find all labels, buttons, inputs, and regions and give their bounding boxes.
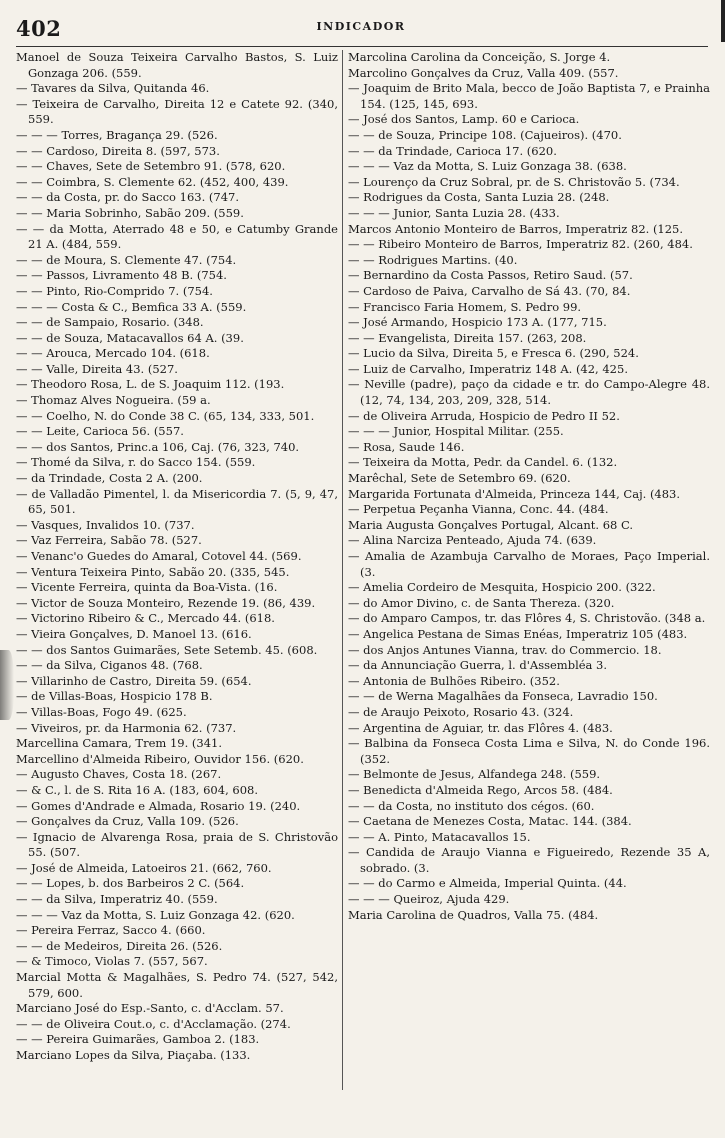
directory-entry: — — Leite, Carioca 56. (557. bbox=[16, 424, 184, 439]
directory-entry: — Vicente Ferreira, quinta da Boa-Vista. (16. bbox=[16, 580, 278, 595]
directory-entry: — Antonia de Bulhões Ribeiro. (352. bbox=[348, 673, 560, 688]
directory-entry: — Perpetua Peçanha Vianna, Conc. 44. (484. bbox=[348, 502, 609, 517]
directory-entry: — Gomes d'Andrade e Almada, Rosario 19. (240. bbox=[16, 798, 301, 813]
directory-entry: — Lourenço da Cruz Sobral, pr. de S. Christovão 5. (734. bbox=[348, 174, 680, 189]
directory-entry: — — Ribeiro Monteiro de Barros, Imperatriz 82. (260, 484. bbox=[348, 237, 693, 252]
directory-entry: — — Lopes, b. dos Barbeiros 2 C. (564. bbox=[16, 876, 245, 891]
left-column bbox=[16, 50, 338, 1125]
directory-entry: — — Pereira Guimarães, Gamboa 2. (183. bbox=[16, 1032, 260, 1047]
directory-entry: — Benedicta d'Almeida Rego, Arcos 58. (484. bbox=[348, 782, 613, 797]
directory-entry: — — Passos, Livramento 48 B. (754. bbox=[16, 268, 227, 283]
directory-entry: — Victorino Ribeiro & C., Mercado 44. (618. bbox=[16, 611, 275, 626]
directory-entry: — — — Torres, Bragança 29. (526. bbox=[16, 127, 218, 142]
directory-entry: — da Annunciação Guerra, l. d'Assembléa 3. bbox=[348, 658, 608, 673]
directory-entry: — Rosa, Saude 146. bbox=[348, 439, 465, 454]
directory-entry: Marciano José do Esp.-Santo, c. d'Acclam. 57. bbox=[16, 1001, 284, 1016]
directory-entry: — — da Silva, Imperatriz 40. (559. bbox=[16, 892, 218, 907]
directory-entry: — — dos Santos, Princ.a 106, Caj. (76, 323, 740. bbox=[16, 439, 300, 454]
directory-entry: — Thomaz Alves Nogueira. (59 a. bbox=[16, 393, 211, 408]
directory-entry: — — Valle, Direita 43. (527. bbox=[16, 361, 178, 376]
directory-entry: — da Trindade, Costa 2 A. (200. bbox=[16, 471, 203, 486]
directory-entry: — — Coelho, N. do Conde 38 C. (65, 134, 333, 501. bbox=[16, 408, 315, 423]
directory-entry: Maria Augusta Gonçalves Portugal, Alcant. 68 C. bbox=[348, 517, 634, 532]
directory-entry: — Thomé da Silva, r. do Sacco 154. (559. bbox=[16, 455, 256, 470]
directory-entry: — — dos Santos Guimarães, Sete Setemb. 45. (608. bbox=[16, 642, 318, 657]
directory-entry: — Pereira Ferraz, Sacco 4. (660. bbox=[16, 923, 206, 938]
directory-entry: — José Armando, Hospicio 173 A. (177, 715. bbox=[348, 315, 607, 330]
directory-entry: — — da Trindade, Carioca 17. (620. bbox=[348, 143, 557, 158]
directory-entry: — — de Werna Magalhães da Fonseca, Lavradio 150. bbox=[348, 689, 658, 704]
directory-entry: — Theodoro Rosa, L. de S. Joaquim 112. (193. bbox=[16, 377, 285, 392]
directory-entry: — — da Costa, pr. do Sacco 163. (747. bbox=[16, 190, 239, 205]
directory-entry: — José de Almeida, Latoeiros 21. (662, 760. bbox=[16, 860, 272, 875]
directory-entry: — Tavares da Silva, Quitanda 46. bbox=[16, 81, 210, 96]
directory-entry: — Viveiros, pr. da Harmonia 62. (737. bbox=[16, 720, 237, 735]
directory-entry: — Luiz de Carvalho, Imperatriz 148 A. (42, 425. bbox=[348, 361, 628, 376]
page-edge-mark bbox=[721, 0, 725, 42]
directory-entry: — Francisco Faria Homem, S. Pedro 99. bbox=[348, 299, 582, 314]
directory-entry: — Rodrigues da Costa, Santa Luzia 28. (248. bbox=[348, 190, 610, 205]
directory-entry: Marcolina Carolina da Conceição, S. Jorge 4. bbox=[348, 50, 611, 64]
directory-entry: — — Coimbra, S. Clemente 62. (452, 400, 439. bbox=[16, 174, 289, 189]
directory-entry: — dos Anjos Antunes Vianna, trav. do Commercio. 18. bbox=[348, 642, 662, 657]
directory-entry: — — — Vaz da Motta, S. Luiz Gonzaga 42. (620. bbox=[16, 907, 295, 922]
right-column bbox=[348, 50, 710, 1125]
directory-entry: — — Rodrigues Martins. (40. bbox=[348, 252, 518, 267]
directory-entry: — — Cardoso, Direita 8. (597, 573. bbox=[16, 143, 220, 158]
directory-entry: — Teixeira da Motta, Pedr. da Candel. 6. (132. bbox=[348, 455, 618, 470]
directory-entry: — — — Junior, Hospital Militar. (255. bbox=[348, 424, 564, 439]
directory-entry: Manoel de Souza Teixeira Carvalho Bastos, S. Luiz Gonzaga 206. (559. bbox=[16, 50, 338, 80]
directory-entry: — — de Medeiros, Direita 26. (526. bbox=[16, 938, 223, 953]
directory-entry: Marcolino Gonçalves da Cruz, Valla 409. (557. bbox=[348, 65, 619, 80]
page-header bbox=[16, 16, 706, 46]
directory-entry: — — A. Pinto, Matacavallos 15. bbox=[348, 829, 531, 844]
directory-entry: — Joaquim de Brito Mala, becco de João Baptista 7, e Prainha 154. (125, 145, 693. bbox=[348, 81, 710, 111]
directory-entry: — — Evangelista, Direita 157. (263, 208. bbox=[348, 330, 587, 345]
directory-entry: — Vasques, Invalidos 10. (737. bbox=[16, 517, 195, 532]
directory-entry: — do Amor Divino, c. de Santa Thereza. (320. bbox=[348, 595, 615, 610]
directory-entry: — Balbina da Fonseca Costa Lima e Silva, N. do Conde 196. (352. bbox=[348, 736, 710, 766]
directory-entry: — de Oliveira Arruda, Hospicio de Pedro II 52. bbox=[348, 408, 620, 423]
directory-entry: — — — Queiroz, Ajuda 429. bbox=[348, 892, 510, 907]
directory-entry: — Caetana de Menezes Costa, Matac. 144. (384. bbox=[348, 814, 632, 829]
directory-entry: Maria Carolina de Quadros, Valla 75. (484. bbox=[348, 907, 599, 922]
directory-entry: — — — Junior, Santa Luzia 28. (433. bbox=[348, 205, 560, 220]
directory-entry: — de Valladão Pimentel, l. da Misericordia 7. (5, 9, 47, 65, 501. bbox=[16, 486, 338, 517]
directory-entry: — & Timoco, Violas 7. (557, 567. bbox=[16, 954, 208, 969]
directory-entry: — Amelia Cordeiro de Mesquita, Hospicio 200. (322. bbox=[348, 580, 656, 595]
directory-entry: — — de Souza, Principe 108. (Cajueiros). (470. bbox=[348, 127, 622, 142]
directory-entry: — de Araujo Peixoto, Rosario 43. (324. bbox=[348, 704, 574, 719]
directory-entry: — José dos Santos, Lamp. 60 e Carioca. bbox=[348, 112, 580, 127]
directory-entry: — Alina Narciza Penteado, Ajuda 74. (639. bbox=[348, 533, 597, 548]
directory-entry: — — da Motta, Aterrado 48 e 50, e Catumby Grande 21 A. (484, 559. bbox=[16, 221, 338, 252]
directory-entry: Marcial Motta & Magalhães, S. Pedro 74. (527, 542, 579, 600. bbox=[16, 970, 338, 1000]
directory-entry: — do Amparo Campos, tr. das Flôres 4, S. Christovão. (348 a. bbox=[348, 611, 706, 626]
directory-entry: — Angelica Pestana de Simas Enéas, Imperatriz 105 (483. bbox=[348, 626, 688, 641]
directory-entry: Marcos Antonio Monteiro de Barros, Imperatriz 82. (125. bbox=[348, 221, 684, 236]
directory-entry: — Lucio da Silva, Direita 5, e Fresca 6. (290, 524. bbox=[348, 346, 639, 361]
directory-entry: — — de Moura, S. Clemente 47. (754. bbox=[16, 252, 237, 267]
directory-entry: — — Chaves, Sete de Setembro 91. (578, 620. bbox=[16, 159, 286, 174]
directory-entry: — — de Oliveira Cout.o, c. d'Acclamação. (274. bbox=[16, 1016, 291, 1031]
directory-entry: — Venanc'o Guedes do Amaral, Cotovel 44. (569. bbox=[16, 549, 302, 563]
directory-entry: Marcellino d'Almeida Ribeiro, Ouvidor 156. (620. bbox=[16, 751, 304, 766]
directory-entry: — Belmonte de Jesus, Alfandega 248. (559. bbox=[348, 767, 601, 782]
directory-entry: Margarida Fortunata d'Almeida, Princeza 144, Caj. (483. bbox=[348, 486, 681, 501]
directory-entry: — Villas-Boas, Fogo 49. (625. bbox=[16, 704, 187, 719]
directory-entry: — Teixeira de Carvalho, Direita 12 e Catete 92. (340, 559. bbox=[16, 96, 338, 127]
directory-entry: — — da Costa, no instituto dos cégos. (60. bbox=[348, 798, 595, 813]
directory-entry: — Ventura Teixeira Pinto, Sabão 20. (335, 545. bbox=[16, 564, 290, 579]
directory-entry: — Victor de Souza Monteiro, Rezende 19. (86, 439. bbox=[16, 595, 316, 610]
directory-entry: — Vaz Ferreira, Sabão 78. (527. bbox=[16, 533, 202, 548]
directory-entry: — Amalia de Azambuja Carvalho de Moraes, Paço Imperial. (3. bbox=[348, 549, 710, 579]
directory-entry: — Ignacio de Alvarenga Rosa, praia de S. Christovão 55. (507. bbox=[16, 829, 338, 860]
directory-entry: — — — Costa & C., Bemfica 33 A. (559. bbox=[16, 299, 247, 314]
binding-shadow bbox=[0, 650, 14, 720]
directory-entry: — — Maria Sobrinho, Sabão 209. (559. bbox=[16, 205, 244, 220]
page-number: 402 bbox=[16, 16, 62, 41]
directory-entry: Marciano Lopes da Silva, Piaçaba. (133. bbox=[16, 1048, 251, 1062]
directory-entry: — & C., l. de S. Rita 16 A. (183, 604, 608. bbox=[16, 782, 258, 797]
running-title: INDICADOR bbox=[316, 20, 406, 33]
directory-entry: — Augusto Chaves, Costa 18. (267. bbox=[16, 767, 222, 782]
directory-entry: — — de Souza, Matacavallos 64 A. (39. bbox=[16, 330, 244, 345]
directory-entry: Marcellina Camara, Trem 19. (341. bbox=[16, 736, 222, 751]
directory-entry: — Cardoso de Paiva, Carvalho de Sá 43. (70, 84. bbox=[348, 283, 631, 298]
directory-entry: — — Arouca, Mercado 104. (618. bbox=[16, 346, 210, 361]
directory-entry: — Villarinho de Castro, Direita 59. (654. bbox=[16, 673, 252, 688]
directory-entry: — Neville (padre), paço da cidade e tr. do Campo-Alegre 48. (12, 74, 134, 203, 209, 328, 514. bbox=[348, 377, 710, 408]
header-rule bbox=[16, 46, 708, 47]
directory-entry: — de Villas-Boas, Hospicio 178 B. bbox=[16, 689, 213, 704]
directory-entry: — — do Carmo e Almeida, Imperial Quinta. (44. bbox=[348, 876, 627, 891]
directory-entry: — Vieira Gonçalves, D. Manoel 13. (616. bbox=[16, 626, 252, 641]
directory-entry: — — de Sampaio, Rosario. (348. bbox=[16, 315, 204, 330]
directory-entry: — — Pinto, Rio-Comprido 7. (754. bbox=[16, 283, 213, 298]
column-divider bbox=[342, 50, 343, 1090]
directory-entry: — — da Silva, Ciganos 48. (768. bbox=[16, 658, 203, 673]
directory-entry: — — — Vaz da Motta, S. Luiz Gonzaga 38. (638. bbox=[348, 159, 627, 174]
directory-entry: — Gonçalves da Cruz, Valla 109. (526. bbox=[16, 814, 239, 829]
directory-entry: — Argentina de Aguiar, tr. das Flôres 4. (483. bbox=[348, 720, 613, 735]
directory-entry: — Bernardino da Costa Passos, Retiro Saud. (57. bbox=[348, 268, 633, 283]
directory-entry: — Candida de Araujo Vianna e Figueiredo, Rezende 35 A, sobrado. (3. bbox=[348, 845, 710, 875]
directory-entry: Marêchal, Sete de Setembro 69. (620. bbox=[348, 471, 571, 486]
